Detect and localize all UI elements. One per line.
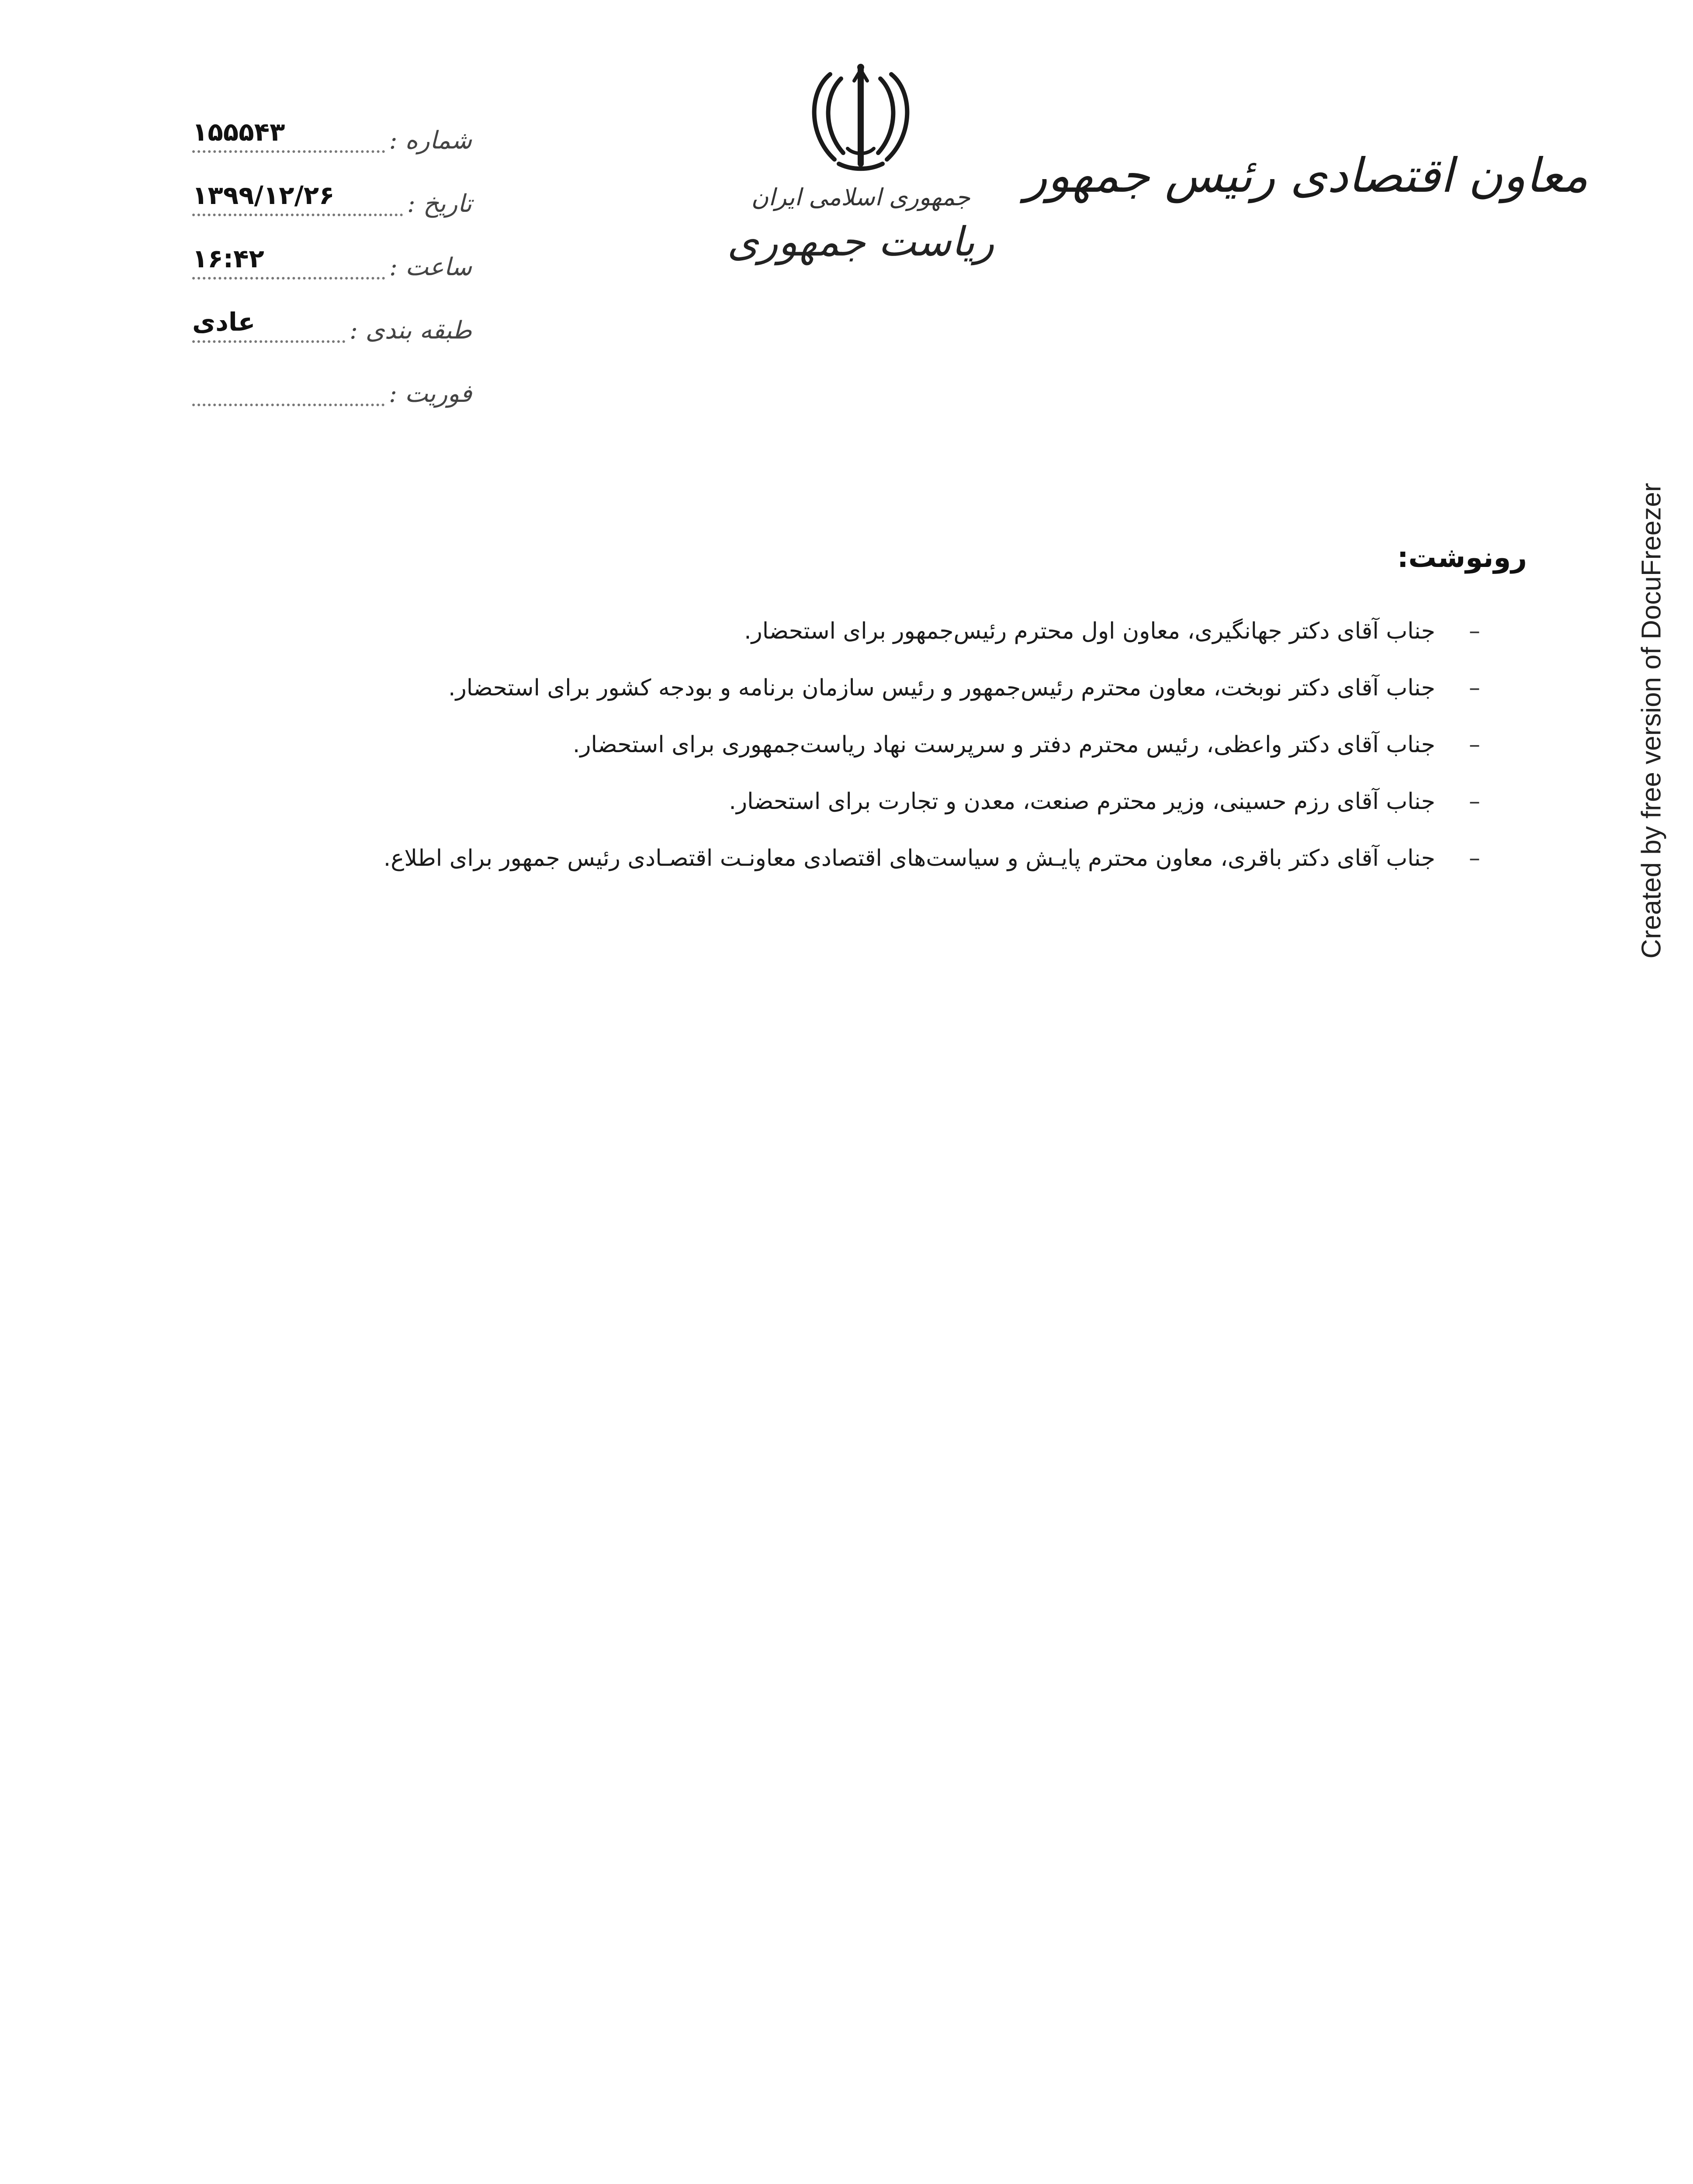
urgency-value xyxy=(192,369,384,406)
copies-heading: رونوشت: xyxy=(1397,542,1527,574)
classification-value xyxy=(192,305,345,343)
list-item-text: جناب آقای دکتر باقری، معاون محترم پایـش و سیاست‌های اقتصادی معاونـت اقتصـادی رئیس جمهور برای اطلاع. xyxy=(383,845,1435,871)
date-value xyxy=(192,179,403,216)
list-item-text: جناب آقای دکتر نوبخت، معاون محترم رئیس‌جمهور و رئیس سازمان برنامه و بودجه کشور برای استحضار. xyxy=(448,675,1435,701)
time-value-text: ۱۶:۴۲ xyxy=(192,244,264,273)
iran-emblem-icon xyxy=(800,61,922,175)
list-item xyxy=(234,603,1501,660)
list-bullet: – xyxy=(1469,788,1480,815)
copies-list xyxy=(234,603,1501,887)
watermark-text: Created by free version of DocuFreezer xyxy=(1636,483,1667,959)
meta-row-classification xyxy=(192,290,472,343)
list-item-text: جناب آقای رزم حسینی، وزیر محترم صنعت، معدن و تجارت برای استحضار. xyxy=(729,788,1435,815)
list-bullet: – xyxy=(1469,618,1480,644)
emblem-block xyxy=(725,61,996,306)
emblem-caption-presidency: ریاست جمهوری xyxy=(727,218,994,265)
classification-label: طبقه بندی : xyxy=(350,316,472,345)
list-item xyxy=(234,660,1501,716)
list-item xyxy=(234,773,1501,830)
list-bullet: – xyxy=(1469,675,1480,701)
list-bullet: – xyxy=(1469,845,1480,871)
date-value-text: ۱۳۹۹/۱۲/۲۶ xyxy=(192,180,335,210)
meta-row-date xyxy=(192,164,472,216)
number-label: شماره : xyxy=(389,126,472,155)
list-item-text: جناب آقای دکتر واعظی، رئیس محترم دفتر و سرپرست نهاد ریاست‌جمهوری برای استحضار. xyxy=(572,732,1435,758)
list-item xyxy=(234,830,1501,887)
meta-row-urgency xyxy=(192,354,472,406)
meta-row-time xyxy=(192,227,472,280)
emblem-caption-country: جمهوری اسلامی ایران xyxy=(751,183,970,211)
time-label: ساعت : xyxy=(389,253,472,281)
time-value xyxy=(192,242,385,280)
number-value xyxy=(192,115,385,153)
list-item-text: جناب آقای دکتر جهانگیری، معاون اول محترم رئیس‌جمهور برای استحضار. xyxy=(744,618,1435,644)
office-title: معاون اقتصادی رئیس جمهور xyxy=(1024,149,1588,203)
letter-metadata xyxy=(192,100,472,450)
list-bullet: – xyxy=(1469,732,1480,758)
number-value-text: ۱۵۵۵۴۳ xyxy=(192,117,285,147)
list-item xyxy=(234,716,1501,773)
classification-value-text: عادی xyxy=(192,307,256,337)
date-label: تاریخ : xyxy=(407,190,472,218)
urgency-label: فوریت : xyxy=(389,380,472,408)
meta-row-number xyxy=(192,100,472,153)
watermark xyxy=(1627,437,1676,1005)
